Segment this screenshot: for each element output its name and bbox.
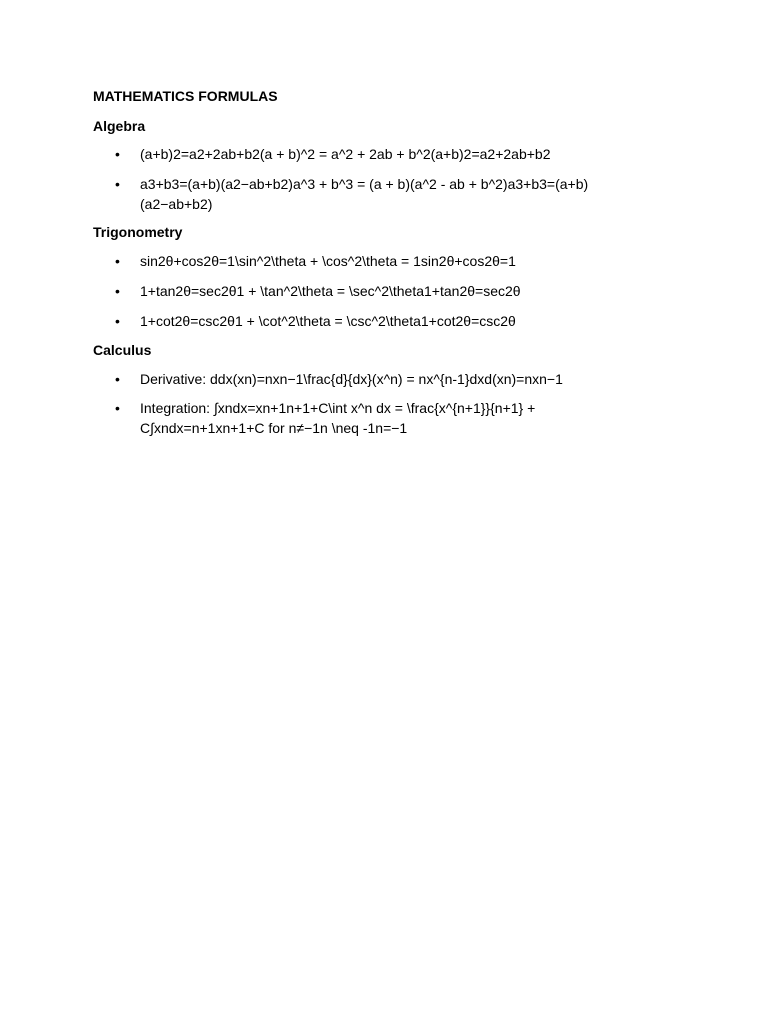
section-heading-algebra: Algebra [93, 118, 146, 134]
document-title: MATHEMATICS FORMULAS [93, 88, 278, 104]
bullet-icon: • [115, 176, 120, 192]
bullet-icon: • [115, 253, 120, 269]
list-item [115, 144, 635, 164]
bullet-icon: • [115, 146, 120, 162]
formula-text: sin2θ+cos2θ=1\sin^2\theta + \cos^2\theta = 1sin2θ+cos2θ=1 [140, 253, 516, 269]
list-item [115, 281, 635, 301]
list-item [115, 174, 635, 214]
formula-text: Integration: ∫xndx=xn+1n+1+C\int x^n dx = \frac{x^{n+1}}{n+1} + C∫xndx=n+1xn+1+C for n≠−1n \neq -1n=−1 [140, 400, 536, 436]
list-item [115, 311, 635, 331]
formula-text: a3+b3=(a+b)(a2−ab+b2)a^3 + b^3 = (a + b)(a^2 - ab + b^2)a3+b3=(a+b)(a2−ab+b2) [140, 176, 589, 212]
formula-text: 1+tan2θ=sec2θ1 + \tan^2\theta = \sec^2\theta1+tan2θ=sec2θ [140, 283, 521, 299]
bullet-icon: • [115, 283, 120, 299]
section-heading-trigonometry: Trigonometry [93, 224, 183, 240]
list-item [115, 369, 635, 389]
bullet-icon: • [115, 371, 120, 387]
formula-text: (a+b)2=a2+2ab+b2(a + b)^2 = a^2 + 2ab + b^2(a+b)2=a2+2ab+b2 [140, 146, 551, 162]
bullet-icon: • [115, 400, 120, 416]
section-heading-calculus: Calculus [93, 342, 152, 358]
bullet-icon: • [115, 313, 120, 329]
formula-text: 1+cot2θ=csc2θ1 + \cot^2\theta = \csc^2\theta1+cot2θ=csc2θ [140, 313, 516, 329]
formula-text: Derivative: ddx(xn)=nxn−1\frac{d}{dx}(x^n) = nx^{n-1}dxd(xn)=nxn−1 [140, 371, 563, 387]
list-item [115, 398, 635, 438]
list-item [115, 251, 635, 271]
